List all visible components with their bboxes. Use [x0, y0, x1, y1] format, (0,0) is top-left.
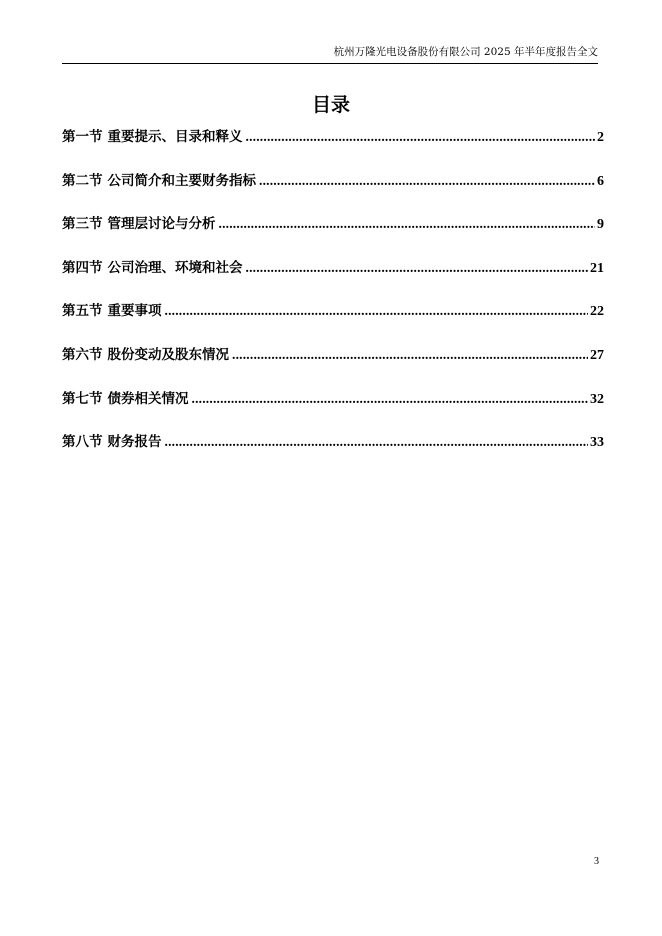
toc-item[interactable]	[62, 344, 604, 366]
toc-item[interactable]	[62, 126, 604, 148]
toc-section-title: 债券相关情况	[107, 390, 189, 407]
toc-page-number: 9	[597, 217, 604, 233]
toc-dot-leader	[192, 388, 589, 410]
toc-page-number: 2	[597, 130, 604, 145]
toc-section-title: 重要提示、目录和释义	[107, 129, 243, 145]
toc-item[interactable]	[62, 170, 604, 192]
toc-page-number: 22	[590, 304, 604, 320]
header-text: 杭州万隆光电设备股份有限公司 2025 年半年度报告全文	[333, 46, 598, 58]
toc-section-title: 公司简介和主要财务指标	[107, 172, 256, 189]
page-title: 目录	[311, 94, 350, 116]
toc-item[interactable]	[62, 431, 604, 453]
toc-dot-leader	[246, 257, 589, 279]
page-header	[62, 44, 598, 64]
toc-page-number: 21	[590, 260, 604, 276]
toc-page-number: 27	[590, 347, 604, 363]
toc-item[interactable]	[62, 257, 604, 279]
toc-page-number: 6	[597, 173, 604, 189]
toc-page-number: 33	[590, 435, 604, 451]
toc-dot-leader	[232, 344, 588, 366]
table-of-contents	[62, 126, 604, 475]
toc-section-title: 重要事项	[107, 303, 162, 320]
toc-dot-leader	[165, 300, 589, 322]
toc-dot-leader	[219, 213, 596, 235]
toc-dot-leader	[259, 170, 595, 192]
toc-section-number: 第一节	[62, 129, 103, 145]
toc-section-number: 第二节	[62, 172, 103, 189]
toc-section-number: 第三节	[62, 216, 103, 233]
toc-page-number: 32	[590, 391, 604, 407]
footer-page-number: 3	[594, 856, 599, 867]
toc-section-title: 公司治理、环境和社会	[107, 259, 243, 276]
toc-item[interactable]	[62, 300, 604, 322]
toc-dot-leader	[246, 126, 596, 148]
toc-section-title: 财务报告	[107, 434, 162, 451]
toc-item[interactable]	[62, 388, 604, 410]
toc-section-title: 管理层讨论与分析	[107, 216, 216, 233]
toc-section-title: 股份变动及股东情况	[107, 346, 229, 363]
toc-section-number: 第五节	[62, 303, 103, 320]
toc-section-number: 第八节	[62, 434, 103, 451]
toc-section-number: 第四节	[62, 259, 103, 276]
toc-section-number: 第六节	[62, 346, 103, 363]
toc-item[interactable]	[62, 213, 604, 235]
toc-dot-leader	[165, 431, 589, 453]
toc-section-number: 第七节	[62, 390, 103, 407]
